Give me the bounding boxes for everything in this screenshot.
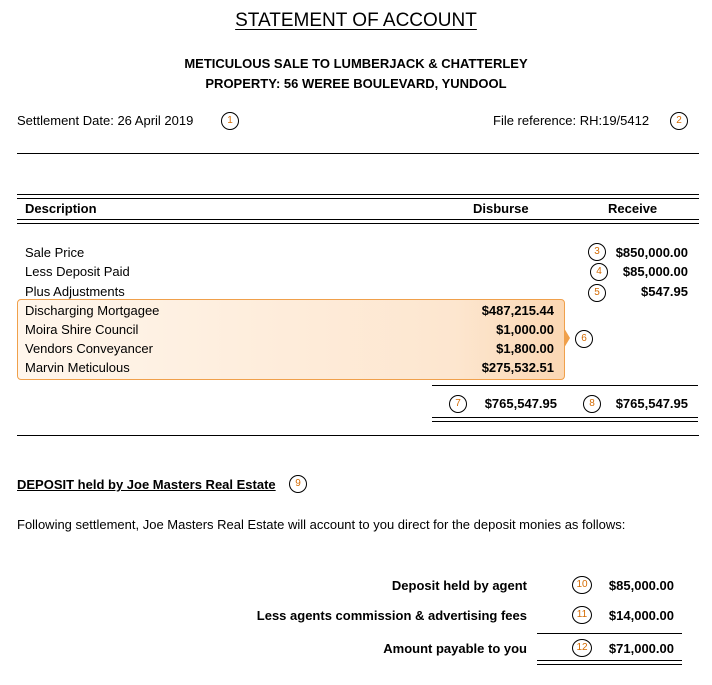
deposit-title: DEPOSIT held by Joe Masters Real Estate [17, 477, 276, 492]
divider [17, 435, 699, 436]
divider [17, 153, 699, 154]
callout-5: 5 [588, 284, 606, 302]
callout-2: 2 [670, 112, 688, 130]
deposit-line-label: Deposit held by agent [391, 578, 527, 593]
callout-1: 1 [221, 112, 239, 130]
col-description-header: Description [25, 201, 97, 216]
deposit-line-amount: $71,000.00 [608, 641, 674, 656]
col-disburse-header: Disburse [473, 201, 529, 216]
deposit-line-amount: $14,000.00 [608, 608, 674, 623]
col-receive-header: Receive [608, 201, 658, 216]
row-description: Vendors Conveyancer [25, 341, 153, 356]
deposit-total-rule [537, 633, 682, 634]
totals-top-rule [432, 385, 698, 386]
totals-bottom-rule [432, 417, 698, 422]
settlement-date: Settlement Date: 26 April 2019 [17, 113, 194, 128]
heading-line-2: PROPERTY: 56 WEREE BOULEVARD, YUNDOOL [205, 76, 507, 91]
deposit-line-label: Less agents commission & advertising fees [256, 608, 527, 623]
row-receive: $85,000.00 [622, 264, 688, 279]
deposit-total-double-rule [537, 660, 682, 665]
row-disburse: $1,000.00 [496, 322, 554, 337]
callout-6: 6 [575, 330, 593, 348]
row-receive: $850,000.00 [615, 245, 688, 260]
deposit-line-amount: $85,000.00 [608, 578, 674, 593]
callout-11: 11 [572, 606, 592, 624]
row-description: Sale Price [25, 245, 85, 260]
callout-4: 4 [590, 263, 608, 281]
row-disburse: $1,800.00 [496, 341, 554, 356]
deposit-paragraph: Following settlement, Joe Masters Real Estate will account to you direct for the deposit monies as follows: [17, 517, 626, 532]
table-top-rule [17, 194, 699, 199]
highlight-pointer [564, 328, 570, 348]
callout-10: 10 [572, 576, 592, 594]
row-description: Plus Adjustments [25, 284, 125, 299]
file-reference: File reference: RH:19/5412 [493, 113, 650, 128]
callout-8: 8 [583, 395, 601, 413]
row-receive: $547.95 [641, 284, 688, 299]
deposit-line-label: Amount payable to you [383, 641, 527, 656]
heading-line-1: METICULOUS SALE TO LUMBERJACK & CHATTERLEY [184, 56, 528, 71]
callout-3: 3 [588, 243, 606, 261]
document-title: STATEMENT OF ACCOUNT [235, 10, 477, 31]
total-receive: $765,547.95 [615, 396, 688, 411]
row-description: Discharging Mortgagee [25, 303, 160, 318]
row-disburse: $275,532.51 [481, 360, 554, 375]
table-header-rule [17, 219, 699, 224]
row-description: Less Deposit Paid [25, 264, 130, 279]
total-disburse: $765,547.95 [484, 396, 557, 411]
row-description: Moira Shire Council [25, 322, 139, 337]
row-description: Marvin Meticulous [25, 360, 130, 375]
callout-12: 12 [572, 639, 592, 657]
row-disburse: $487,215.44 [481, 303, 554, 318]
callout-9: 9 [289, 475, 307, 493]
callout-7: 7 [449, 395, 467, 413]
